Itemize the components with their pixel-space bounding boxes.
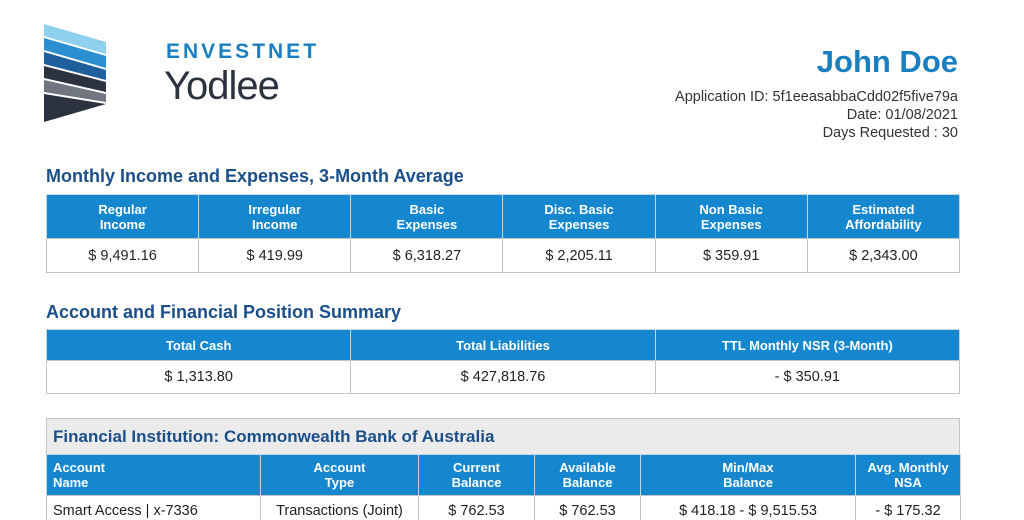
financial-summary-table bbox=[46, 329, 960, 394]
col-avg-monthly-nsa: Avg. Monthly NSA bbox=[856, 455, 961, 496]
report-date: Date: 01/08/2021 bbox=[846, 107, 958, 123]
brand-yodlee: Yodlee bbox=[164, 64, 279, 108]
col-account-type: Account Type bbox=[261, 455, 419, 496]
col-current-balance: Current Balance bbox=[419, 455, 535, 496]
col-available-balance: Available Balance bbox=[535, 455, 641, 496]
brand-envestnet: ENVESTNET bbox=[166, 40, 320, 63]
min-max-balance-cell: $ 418.18 - $ 9,515.53 bbox=[641, 496, 856, 520]
total-cash-value: $ 1,313.80 bbox=[47, 361, 351, 394]
financial-institution-header bbox=[46, 418, 960, 454]
col-basic-expenses: Basic Expenses bbox=[351, 195, 503, 239]
total-liabilities-value: $ 427,818.76 bbox=[351, 361, 655, 394]
account-name-cell: Smart Access | x-7336 bbox=[47, 496, 261, 520]
non-basic-expenses-value: $ 359.91 bbox=[655, 239, 807, 273]
col-disc-basic-expenses: Disc. Basic Expenses bbox=[503, 195, 655, 239]
financial-institution-title: Financial Institution: Commonwealth Bank of Australia bbox=[53, 427, 495, 446]
table-row bbox=[47, 239, 960, 273]
table-header-row bbox=[47, 455, 961, 496]
basic-expenses-value: $ 6,318.27 bbox=[351, 239, 503, 273]
irregular-income-value: $ 419.99 bbox=[199, 239, 351, 273]
table-header-row bbox=[47, 195, 960, 239]
accounts-table bbox=[46, 454, 961, 520]
yodlee-logo-icon bbox=[44, 24, 106, 122]
table-row bbox=[47, 496, 961, 520]
applicant-name: John Doe bbox=[816, 44, 958, 79]
ttl-monthly-nsr-value: - $ 350.91 bbox=[655, 361, 959, 394]
col-regular-income: Regular Income bbox=[47, 195, 199, 239]
current-balance-cell: $ 762.53 bbox=[419, 496, 535, 520]
col-non-basic-expenses: Non Basic Expenses bbox=[655, 195, 807, 239]
regular-income-value: $ 9,491.16 bbox=[47, 239, 199, 273]
summary-section-title: Account and Financial Position Summary bbox=[46, 302, 402, 322]
disc-basic-expenses-value: $ 2,205.11 bbox=[503, 239, 655, 273]
account-type-cell: Transactions (Joint) bbox=[261, 496, 419, 520]
envestnet-yodlee-logo bbox=[44, 24, 320, 124]
table-header-row bbox=[47, 330, 960, 361]
estimated-affordability-value: $ 2,343.00 bbox=[807, 239, 959, 273]
col-total-liabilities: Total Liabilities bbox=[351, 330, 655, 361]
col-irregular-income: Irregular Income bbox=[199, 195, 351, 239]
col-ttl-monthly-nsr: TTL Monthly NSR (3-Month) bbox=[655, 330, 959, 361]
col-min-max-balance: Min/Max Balance bbox=[641, 455, 856, 496]
col-estimated-affordability: Estimated Affordability bbox=[807, 195, 959, 239]
avg-monthly-nsa-cell: - $ 175.32 bbox=[856, 496, 961, 520]
available-balance-cell: $ 762.53 bbox=[535, 496, 641, 520]
col-total-cash: Total Cash bbox=[47, 330, 351, 361]
table-row bbox=[47, 361, 960, 394]
income-section-title: Monthly Income and Expenses, 3-Month Average bbox=[46, 166, 464, 186]
col-account-name: Account Name bbox=[47, 455, 261, 496]
income-expenses-table bbox=[46, 194, 960, 273]
application-id: Application ID: 5f1eeasabbaCdd02f5five79a bbox=[675, 89, 958, 105]
applicant-info bbox=[675, 44, 958, 142]
days-requested: Days Requested : 30 bbox=[822, 125, 958, 141]
